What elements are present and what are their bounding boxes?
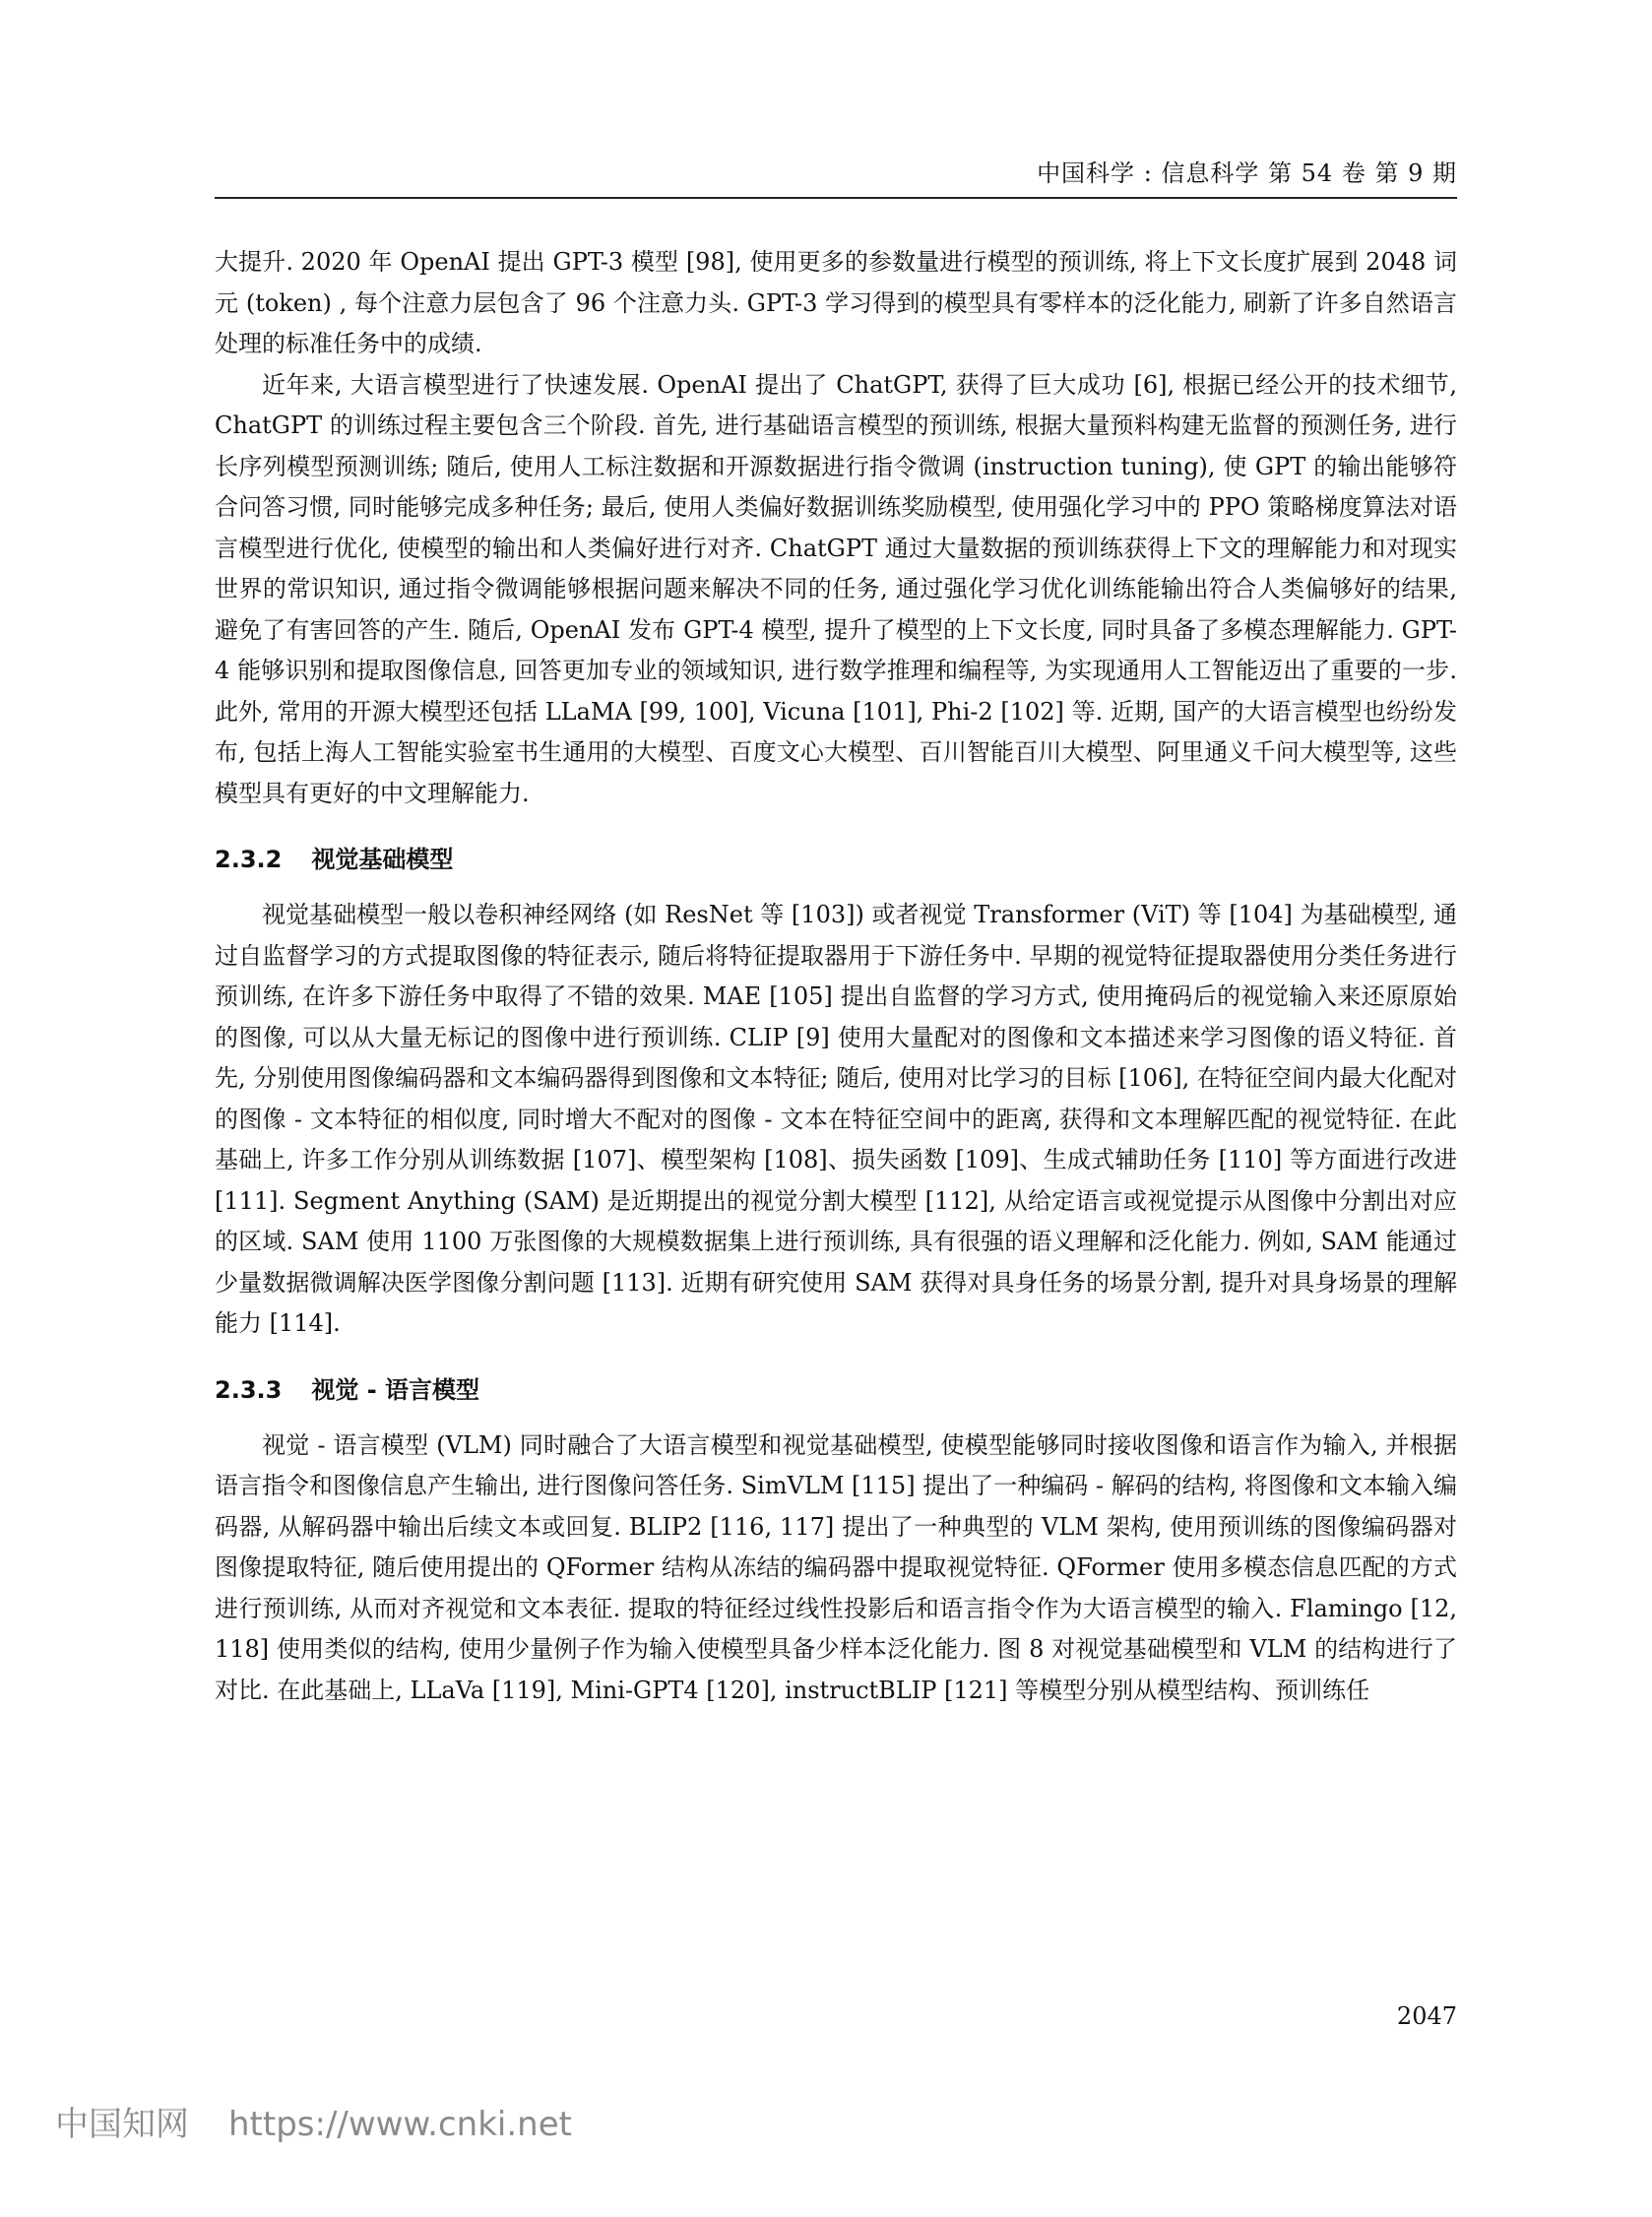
watermark-footer <box>55 2097 572 2145</box>
article-body <box>215 242 1457 1711</box>
running-header <box>215 148 1457 199</box>
section-number: 2.3.2 <box>215 846 283 873</box>
section-title: 视觉基础模型 <box>311 846 454 873</box>
journal-info: 中国科学 : 信息科学 第 54 卷 第 9 期 <box>1037 159 1457 187</box>
paragraph-gpt3: 大提升. 2020 年 OpenAI 提出 GPT-3 模型 [98], 使用更多的参数量进行模型的预训练, 将上下文长度扩展到 2048 词元 (token) , 每个注意力层包含了 96 个注意力头. GPT-3 学习得到的模型具有零样本的泛化能力, 刷新了许多自然语言处理的标准任务中的成绩. <box>215 248 1457 357</box>
cnki-url[interactable]: https://www.cnki.net <box>228 2105 572 2144</box>
section-heading-2-3-2 <box>215 840 1457 879</box>
paragraph-vlm: 视觉 - 语言模型 (VLM) 同时融合了大语言模型和视觉基础模型, 使模型能够同时接收图像和语言作为输入, 并根据语言指令和图像信息产生输出, 进行图像问答任务. SimVLM [115] 提出了一种编码 - 解码的结构, 将图像和文本输入编码器, 从解码器中输出后续文本或回复. BLIP2 [116, 117] 提出了一种典型的 VLM 架构, 使用预训练的图像编码器对图像提取特征, 随后使用提出的 QFormer 结构从冻结的编码器中提取视觉特征. QFormer 使用多模态信息匹配的方式进行预训练, 从而对齐视觉和文本表征. 提取的特征经过线性投影后和语言指令作为大语言模型的输入. Flamingo [12, 118] 使用类似的结构, 使用少量例子作为输入使模型具备少样本泛化能力. 图 8 对视觉基础模型和 VLM 的结构进行了对比. 在此基础上, LLaVa [119], Mini-GPT4 [120], instructBLIP [121] 等模型分别从模型结构、预训练任 <box>215 1430 1457 1704</box>
section-heading-2-3-3 <box>215 1370 1457 1410</box>
section-number: 2.3.3 <box>215 1375 283 1404</box>
paragraph-vision-foundation: 视觉基础模型一般以卷积神经网络 (如 ResNet 等 [103]) 或者视觉 Transformer (ViT) 等 [104] 为基础模型, 通过自监督学习的方式提取图像的特征表示, 随后将特征提取器用于下游任务中. 早期的视觉特征提取器使用分类任务进行预训练, 在许多下游任务中取得了不错的效果. MAE [105] 提出自监督的学习方式, 使用掩码后的视觉输入来还原原始的图像, 可以从大量无标记的图像中进行预训练. CLIP [9] 使用大量配对的图像和文本描述来学习图像的语义特征. 首先, 分别使用图像编码器和文本编码器得到图像和文本特征; 随后, 使用对比学习的目标 [106], 在特征空间内最大化配对的图像 - 文本特征的相似度, 同时增大不配对的图像 - 文本在特征空间中的距离, 获得和文本理解匹配的视觉特征. 在此基础上, 许多工作分别从训练数据 [107]、模型架构 [108]、损失函数 [109]、生成式辅助任务 [110] 等方面进行改进 [111]. Segment Anything (SAM) 是近期提出的视觉分割大模型 [112], 从给定语言或视觉提示从图像中分割出对应的区域. SAM 使用 1100 万张图像的大规模数据集上进行预训练, 具有很强的语义理解和泛化能力. 例如, SAM 能通过少量数据微调解决医学图像分割问题 [113]. 近期有研究使用 SAM 获得对具身任务的场景分割, 提升对具身场景的理解能力 [114]. <box>215 901 1457 1337</box>
cnki-brand: 中国知网 <box>55 2105 189 2144</box>
page-number: 2047 <box>1396 2002 1457 2030</box>
section-title: 视觉 - 语言模型 <box>311 1375 480 1404</box>
paragraph-llm-development: 近年来, 大语言模型进行了快速发展. OpenAI 提出了 ChatGPT, 获得了巨大成功 [6], 根据已经公开的技术细节, ChatGPT 的训练过程主要包含三个阶段. 首先, 进行基础语言模型的预训练, 根据大量预料构建无监督的预测任务, 进行长序列模型预测训练; 随后, 使用人工标注数据和开源数据进行指令微调 (instruction tuning), 使 GPT 的输出能够符合问答习惯, 同时能够完成多种任务; 最后, 使用人类偏好数据训练奖励模型, 使用强化学习中的 PPO 策略梯度算法对语言模型进行优化, 使模型的输出和人类偏好进行对齐. ChatGPT 通过大量数据的预训练获得上下文的理解能力和对现实世界的常识知识, 通过指令微调能够根据问题来解决不同的任务, 通过强化学习优化训练能输出符合人类偏够好的结果, 避免了有害回答的产生. 随后, OpenAI 发布 GPT-4 模型, 提升了模型的上下文长度, 同时具备了多模态理解能力. GPT-4 能够识别和提取图像信息, 回答更加专业的领域知识, 进行数学推理和编程等, 为实现通用人工智能迈出了重要的一步. 此外, 常用的开源大模型还包括 LLaMA [99, 100], Vicuna [101], Phi-2 [102] 等. 近期, 国产的大语言模型也纷纷发布, 包括上海人工智能实验室书生通用的大模型、百度文心大模型、百川智能百川大模型、阿里通义千问大模型等, 这些模型具有更好的中文理解能力. <box>215 370 1458 807</box>
